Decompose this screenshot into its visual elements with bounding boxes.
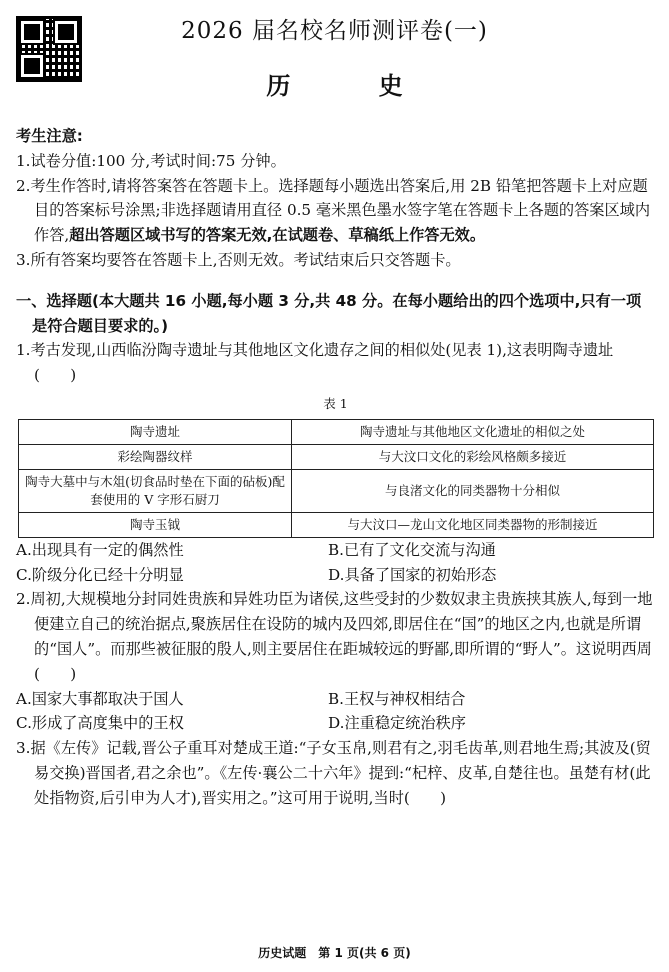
notice-heading: 考生注意: xyxy=(16,127,83,145)
table-cell: 与大汶口文化的彩绘风格颇多接近 xyxy=(292,444,654,469)
question-2-options xyxy=(16,687,655,737)
table-row xyxy=(19,444,654,469)
option-c: C.阶级分化已经十分明显 xyxy=(16,565,184,584)
table-cell: 陶寺玉钺 xyxy=(19,512,292,537)
exam-title: 2026 届名校名师测评卷(一) xyxy=(181,18,488,44)
notice-item-2-text: 2.考生作答时,请将答案答在答题卡上。选择题每小题选出答案后,用 2B 铅笔把答题卡上对应题目的答案标号涂黑;非选择题请用直径 0.5 毫米黑色墨水签字笔在答题卡上各题的答案区域内作答, xyxy=(16,176,651,245)
exam-subject: 历 史 xyxy=(266,71,443,100)
table-cell: 陶寺大墓中与木俎(切食品时垫在下面的砧板)配套使用的 V 字形石厨刀 xyxy=(19,469,292,512)
notice-item-2-bold: 超出答题区域书写的答案无效,在试题卷、草稿纸上作答无效。 xyxy=(69,226,486,245)
table-row xyxy=(19,469,654,512)
question-1-stem: 1.考古发现,山西临汾陶寺遗址与其他地区文化遗存之间的相似处(见表 1),这表明陶寺遗址( ) xyxy=(16,341,614,385)
table-cell: 与大汶口—龙山文化地区同类器物的形制接近 xyxy=(292,512,654,537)
option-a: A.出现具有一定的偶然性 xyxy=(16,540,184,559)
table-1-caption: 表 1 xyxy=(323,395,348,411)
notice-item-1: 1.试卷分值:100 分,考试时间:75 分钟。 xyxy=(16,151,286,170)
option-b: B.已有了文化交流与沟通 xyxy=(328,540,496,559)
question-2-stem: 2.周初,大规模地分封同姓贵族和异姓功臣为诸侯,这些受封的少数奴隶主贵族挟其族人,每到一地便建立自己的统治据点,聚族居住在设防的城内及四郊,即居住在“国”的地区之内,也就是所谓的“国人”。而那些被征服的殷人,则主要居住在距城较远的野鄙,即所谓的“野人”。这说明西周( ) xyxy=(16,590,653,683)
table-cell: 与良渚文化的同类器物十分相似 xyxy=(292,469,654,512)
table-cell: 彩绘陶器纹样 xyxy=(19,444,292,469)
notice-item-2 xyxy=(16,174,655,248)
table-cell: 陶寺遗址与其他地区文化遗址的相似之处 xyxy=(292,419,654,444)
question-3-stem: 3.据《左传》记载,晋公子重耳对楚成王道:“子女玉帛,则君有之,羽毛齿革,则君地生焉;其波及(贸易交换)晋国者,君之余也”。《左传·襄公二十六年》提到:“杞梓、皮革,自楚往也。虽楚有材(此处指物资,后引申为人才),晋实用之。”这可用于说明,当时( ) xyxy=(16,739,651,807)
page-footer: 历史试题 第 1 页(共 6 页) xyxy=(258,946,411,960)
notice-item-3: 3.所有答案均要答在答题卡上,否则无效。考试结束后只交答题卡。 xyxy=(16,250,461,269)
table-row xyxy=(19,512,654,537)
option-b: B.王权与神权相结合 xyxy=(328,689,466,708)
section-1-heading: 一、选择题(本大题共 16 小题,每小题 3 分,共 48 分。在每小题给出的四个选项中,只有一项是符合题目要求的。) xyxy=(16,291,642,335)
table-cell: 陶寺遗址 xyxy=(19,419,292,444)
option-c: C.形成了高度集中的王权 xyxy=(16,714,184,733)
question-1-options xyxy=(16,538,655,588)
option-d: D.注重稳定统治秩序 xyxy=(328,714,466,733)
exam-content xyxy=(16,124,655,811)
table-row xyxy=(19,419,654,444)
table-1 xyxy=(18,419,654,538)
option-d: D.具备了国家的初始形态 xyxy=(328,565,497,584)
option-a: A.国家大事都取决于国人 xyxy=(16,689,184,708)
